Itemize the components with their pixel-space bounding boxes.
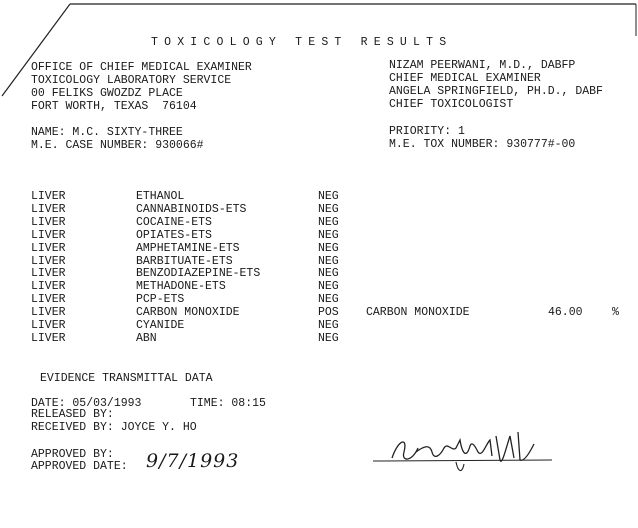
result-value: POS [318,306,339,320]
result-detail-name: CARBON MONOXIDE [366,306,470,320]
result-test: AMPHETAMINE-ETS [136,241,240,255]
result-test: METHADONE-ETS [136,280,226,294]
released-by: RELEASED BY: [31,408,114,421]
result-test: OPIATES-ETS [136,228,212,242]
evidence-time: TIME: 08:15 [190,397,266,410]
result-value: NEG [318,267,339,281]
result-specimen: LIVER [31,331,66,345]
result-test: CYANIDE [136,319,185,332]
result-test: CARBON MONOXIDE [136,306,240,320]
result-specimen: LIVER [31,254,66,268]
report-title: TOXICOLOGY TEST RESULTS [151,36,453,49]
official-title-2: CHIEF TOXICOLOGIST [389,98,514,111]
result-value: NEG [318,228,339,242]
result-specimen: LIVER [31,267,66,281]
result-specimen: LIVER [31,215,66,229]
result-value: NEG [318,280,339,294]
result-test: PCP-ETS [136,293,185,307]
tox-number: M.E. TOX NUMBER: 930777#-00 [389,138,576,151]
result-specimen: LIVER [31,293,66,307]
priority: PRIORITY: 1 [389,125,465,138]
official-toxicologist: ANGELA SPRINGFIELD, PH.D., DABF [389,85,603,98]
official-title-1: CHIEF MEDICAL EXAMINER [389,72,541,85]
result-specimen: LIVER [31,202,66,216]
result-value: NEG [318,215,339,229]
result-test: ABN [136,331,157,345]
result-test: COCAINE-ETS [136,215,212,229]
result-value: NEG [318,254,339,268]
result-specimen: LIVER [31,319,66,332]
result-specimen: LIVER [31,228,66,242]
office-service: TOXICOLOGY LABORATORY SERVICE [31,74,232,87]
official-medical-examiner: NIZAM PEERWANI, M.D., DABFP [389,59,576,72]
result-specimen: LIVER [31,280,66,294]
office-address: 00 FELIKS GWOZDZ PLACE [31,87,183,100]
office-name: OFFICE OF CHIEF MEDICAL EXAMINER [31,61,252,74]
result-specimen: LIVER [31,306,66,320]
approved-by: APPROVED BY: [31,448,114,461]
result-detail-value: 46.00 [548,306,583,320]
result-test: BENZODIAZEPINE-ETS [136,267,261,281]
result-test: BARBITUATE-ETS [136,254,233,268]
result-value: NEG [318,319,339,332]
case-name: NAME: M.C. SIXTY-THREE [31,126,183,139]
result-value: NEG [318,190,339,203]
case-number: M.E. CASE NUMBER: 930066# [31,139,204,152]
result-detail-unit: % [612,306,619,320]
evidence-heading: EVIDENCE TRANSMITTAL DATA [40,372,213,385]
approved-date-handwritten: 9/7/1993 [146,450,240,472]
result-value: NEG [318,241,339,255]
result-value: NEG [318,331,339,345]
result-test: CANNABINOIDS-ETS [136,202,247,216]
result-test: ETHANOL [136,190,185,203]
result-value: NEG [318,202,339,216]
result-specimen: LIVER [31,241,66,255]
result-value: NEG [318,293,339,307]
approved-date-label: APPROVED DATE: [31,460,128,473]
office-city: FORT WORTH, TEXAS 76104 [31,100,197,113]
received-by: RECEIVED BY: JOYCE Y. HO [31,421,197,434]
result-specimen: LIVER [31,190,66,203]
evidence-date: DATE: 05/03/1993 [31,397,142,410]
